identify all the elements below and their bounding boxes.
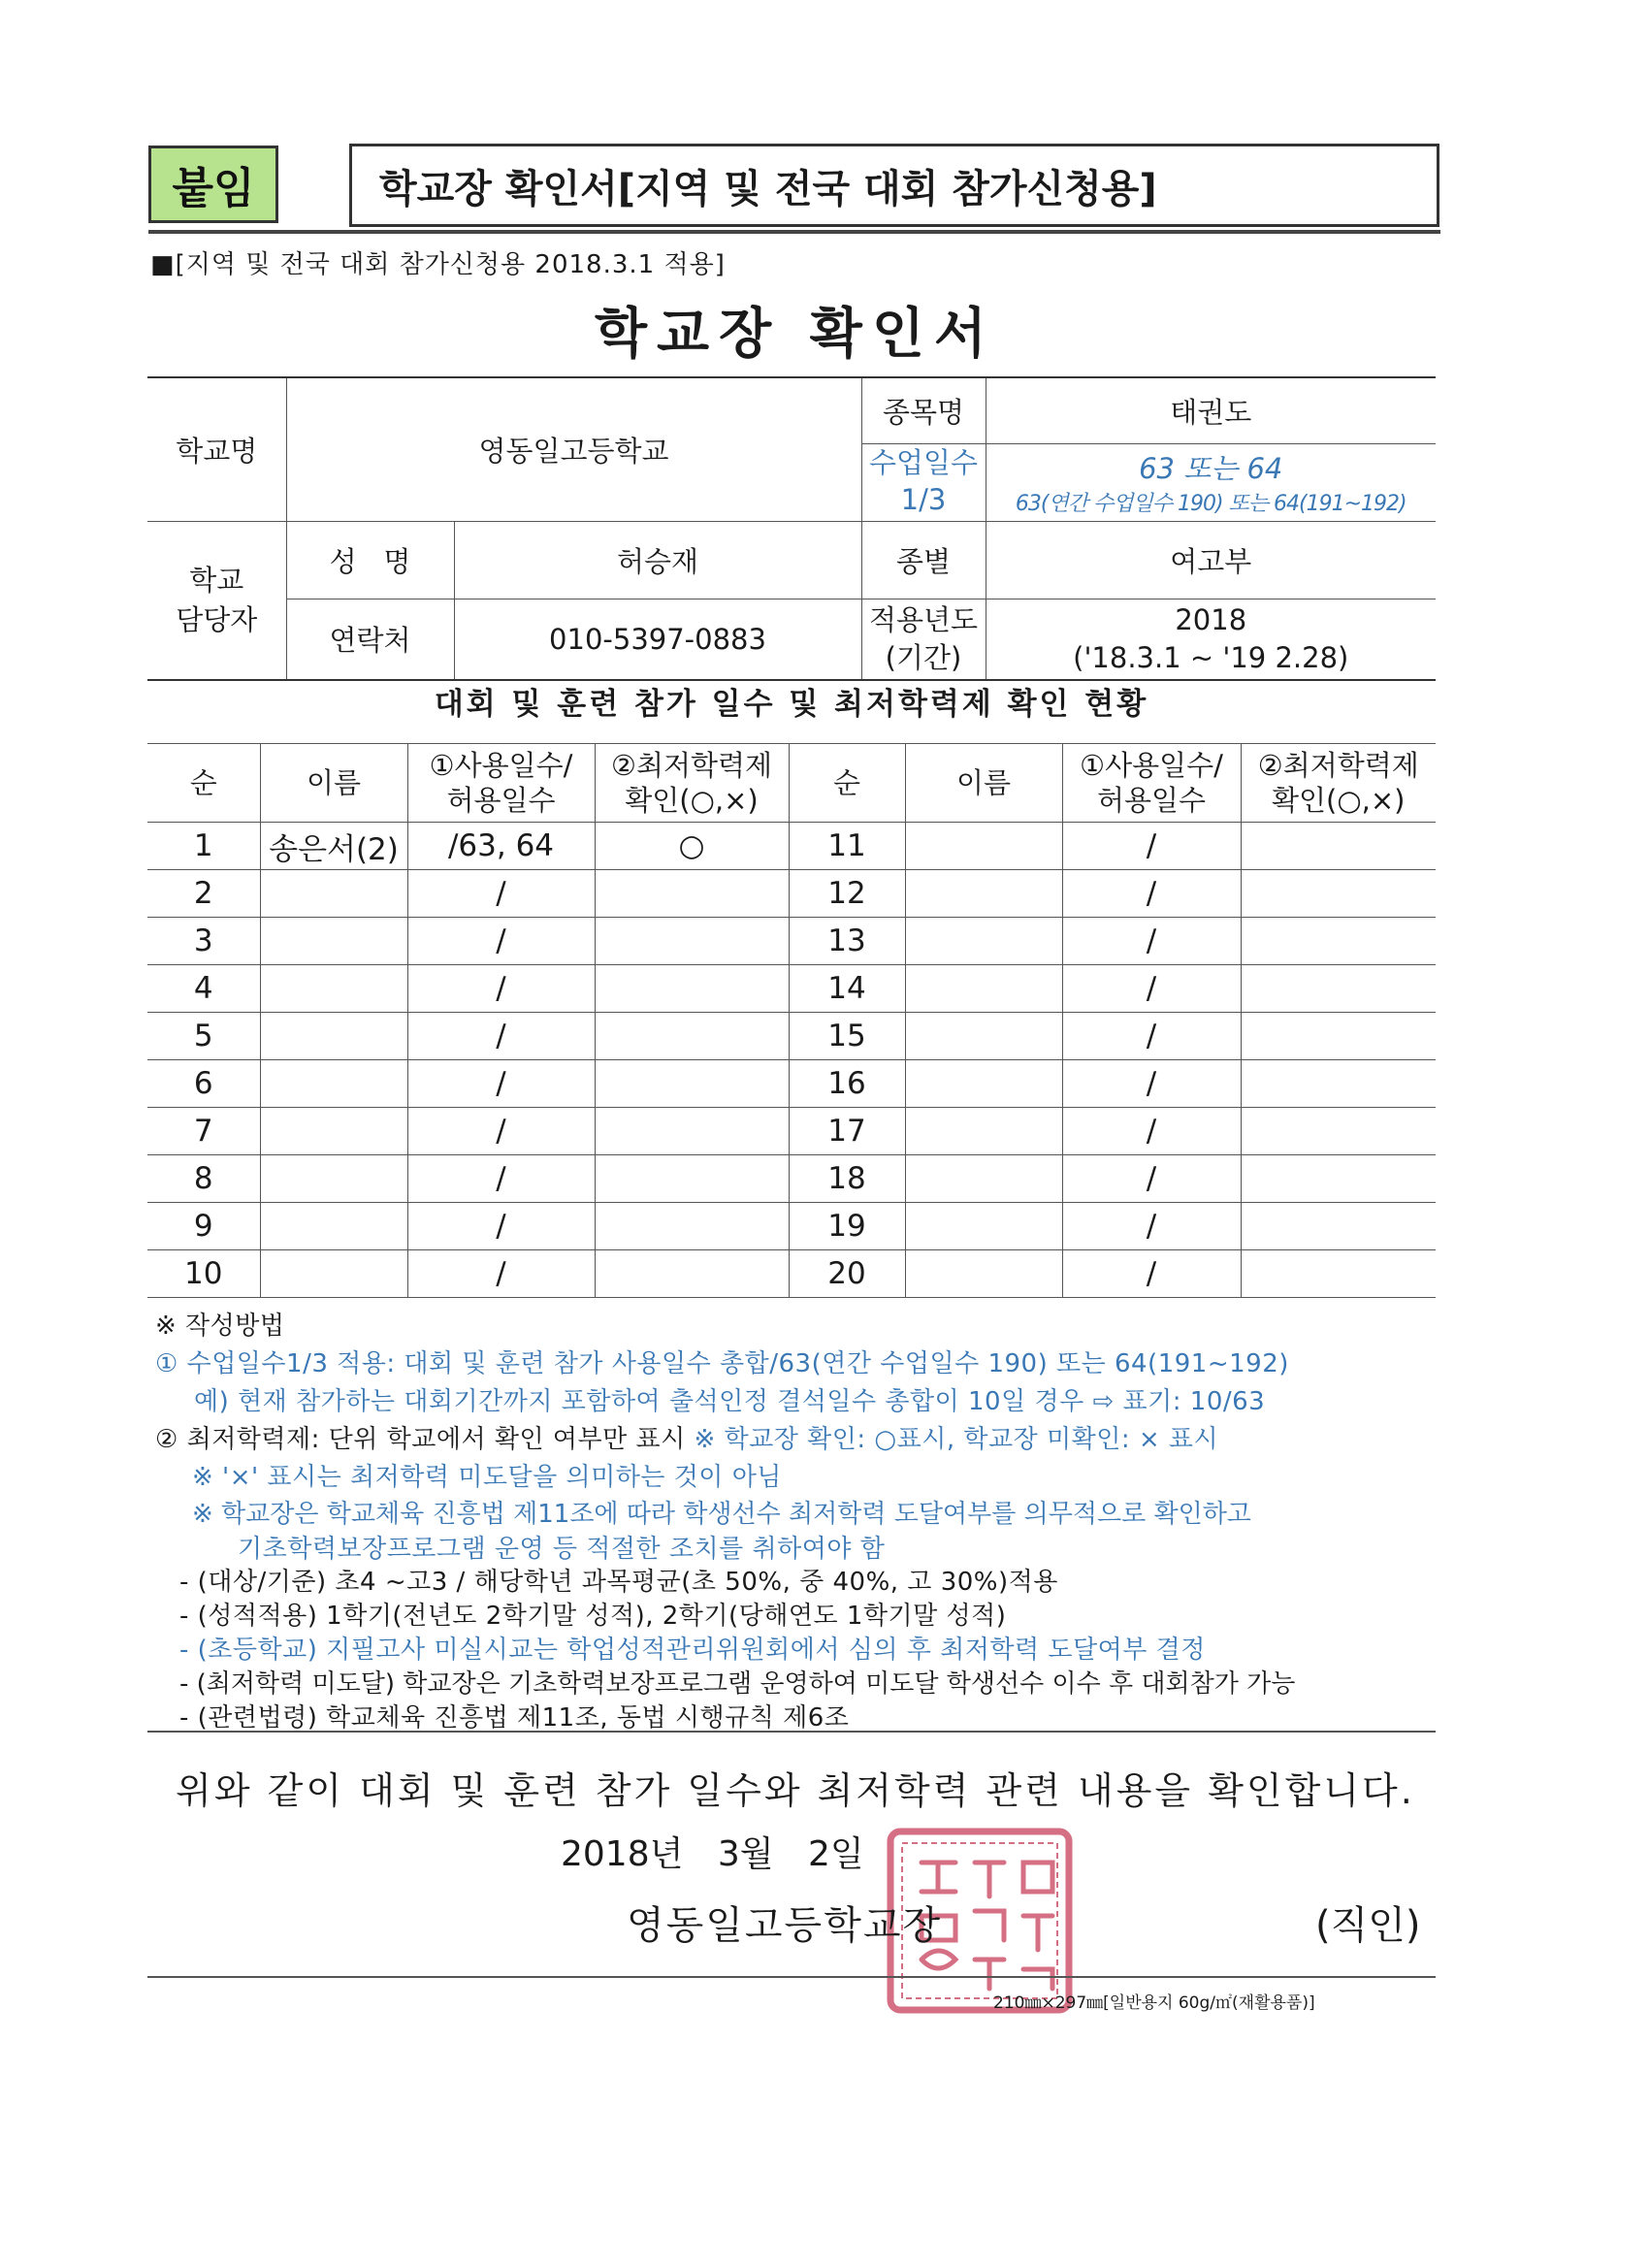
cell-no2: 19	[789, 1203, 905, 1250]
name-label: 성 명	[286, 521, 454, 599]
cell-name2	[905, 823, 1062, 870]
cell-no2: 15	[789, 1013, 905, 1060]
cell-check	[595, 870, 789, 918]
staff-label	[147, 521, 286, 680]
cell-name2	[905, 965, 1062, 1013]
header-days-line1: ①사용일수/	[429, 748, 573, 782]
sport-value: 태권도	[986, 377, 1436, 443]
cell-days2: /	[1062, 823, 1241, 870]
cell-no: 1	[147, 823, 260, 870]
note-2	[155, 1419, 1218, 1455]
issue-date: 2018년 3월 2일	[561, 1834, 864, 1874]
days-value-line2: 63(연간 수업일수 190) 또는 64(191~192)	[1015, 492, 1406, 516]
cell-name2	[905, 1155, 1062, 1203]
cell-days2: /	[1062, 965, 1241, 1013]
cell-name	[260, 918, 407, 965]
header-no-2: 순	[789, 744, 905, 823]
cell-check	[595, 1060, 789, 1108]
cell-no: 8	[147, 1155, 260, 1203]
cell-days: /	[407, 1250, 595, 1298]
info-table	[147, 376, 1436, 681]
cell-no2: 18	[789, 1155, 905, 1203]
name-value: 허승재	[454, 521, 861, 599]
cell-check	[595, 1155, 789, 1203]
cell-no2: 12	[789, 870, 905, 918]
document-header-title: 학교장 확인서[지역 및 전국 대회 참가신청용]	[349, 144, 1439, 227]
schedule-rows	[147, 823, 1436, 1298]
table-row	[147, 1203, 1436, 1250]
table-row	[147, 870, 1436, 918]
schedule-table	[147, 743, 1436, 1298]
apply-note: ■[지역 및 전국 대회 참가신청용 2018.3.1 적용]	[150, 250, 726, 279]
cell-days2: /	[1062, 870, 1241, 918]
cell-check	[595, 1108, 789, 1155]
cell-no2: 16	[789, 1060, 905, 1108]
cell-check	[595, 965, 789, 1013]
confirmation-statement: 위와 같이 대회 및 훈련 참가 일수와 최저학력 관련 내용을 확인합니다.	[176, 1769, 1415, 1812]
page-title: 학교장 확인서	[594, 303, 997, 366]
detail-3: - (초등학교) 지필고사 미실시교는 학업성적관리위원회에서 심의 후 최저학력 도달여부 결정	[179, 1636, 1206, 1665]
school-value: 영동일고등학교	[286, 377, 861, 521]
cell-check2	[1241, 823, 1436, 870]
staff-label-line1: 학교	[189, 564, 244, 598]
schedule-title: 대회 및 훈련 참가 일수 및 최저학력제 확인 현황	[434, 687, 1149, 722]
footer-divider	[147, 1976, 1436, 1978]
header-check	[595, 744, 789, 823]
cell-check2	[1241, 870, 1436, 918]
year-label	[861, 599, 986, 680]
school-label: 학교명	[147, 377, 286, 521]
cell-check	[595, 918, 789, 965]
cell-days2: /	[1062, 918, 1241, 965]
header-check-2	[1241, 744, 1436, 823]
note-4-cont: 기초학력보장프로그램 운영 등 적절한 조치를 취하여야 함	[238, 1535, 886, 1564]
cell-no: 7	[147, 1108, 260, 1155]
days-label	[861, 443, 986, 521]
contact-label: 연락처	[286, 599, 454, 680]
table-row	[147, 1155, 1436, 1203]
year-value	[986, 599, 1436, 680]
table-row	[147, 1060, 1436, 1108]
cell-name	[260, 1155, 407, 1203]
cell-days: /	[407, 1155, 595, 1203]
cell-name	[260, 1250, 407, 1298]
year-label-line1: 적용년도	[868, 602, 979, 636]
days-value-line1: 63 또는 64	[1139, 452, 1283, 485]
cell-days: /	[407, 965, 595, 1013]
header-name-2: 이름	[905, 744, 1062, 823]
header-days-line2: 허용일수	[446, 784, 556, 817]
cell-check: ○	[595, 823, 789, 870]
cell-days2: /	[1062, 1108, 1241, 1155]
cell-name	[260, 965, 407, 1013]
cell-days2: /	[1062, 1203, 1241, 1250]
cell-no: 4	[147, 965, 260, 1013]
cell-name	[260, 1060, 407, 1108]
table-row	[147, 1013, 1436, 1060]
header-check-line2: 확인(○,×)	[625, 784, 759, 817]
note-4: ※ 학교장은 학교체육 진흥법 제11조에 따라 학생선수 최저학력 도달여부를 의무적으로 확인하고	[192, 1500, 1251, 1529]
header-days	[407, 744, 595, 823]
principal-name: 영동일고등학교장	[627, 1903, 943, 1948]
cell-days2: /	[1062, 1060, 1241, 1108]
cell-no2: 13	[789, 918, 905, 965]
cell-check2	[1241, 918, 1436, 965]
cell-days2: /	[1062, 1155, 1241, 1203]
cell-name2	[905, 1250, 1062, 1298]
year-value-line2: ('18.3.1 ~ '19 2.28)	[1073, 640, 1349, 674]
note-2-marks: ※ 학교장 확인: ○표시, 학교장 미확인: × 표시	[685, 1425, 1219, 1454]
attachment-tag: 붙임	[148, 146, 278, 223]
days-label-line2: 1/3	[900, 483, 947, 516]
cell-check	[595, 1013, 789, 1060]
cell-check2	[1241, 1250, 1436, 1298]
cell-no2: 20	[789, 1250, 905, 1298]
notes-divider	[147, 1731, 1436, 1733]
cell-check	[595, 1250, 789, 1298]
table-row	[147, 918, 1436, 965]
table-row	[147, 1250, 1436, 1298]
cell-no: 2	[147, 870, 260, 918]
detail-4: - (최저학력 미도달) 학교장은 기초학력보장프로그램 운영하여 미도달 학생선수 이수 후 대회참가 가능	[179, 1669, 1296, 1699]
detail-1: - (대상/기준) 초4 ~고3 / 해당학년 과목평균(초 50%, 중 40%, 고 30%)적용	[179, 1568, 1058, 1597]
cell-check2	[1241, 965, 1436, 1013]
cell-check2	[1241, 1155, 1436, 1203]
cell-days: /	[407, 1013, 595, 1060]
header-divider	[148, 230, 1440, 234]
cell-check2	[1241, 1108, 1436, 1155]
note-3: ※ '×' 표시는 최저학력 미도달을 의미하는 것이 아님	[192, 1463, 782, 1492]
schedule-header-row	[147, 744, 1436, 823]
cell-name2	[905, 870, 1062, 918]
notes-heading: ※ 작성방법	[155, 1312, 285, 1341]
year-label-line2: (기간)	[885, 640, 962, 674]
header-name: 이름	[260, 744, 407, 823]
note-1-example: 예) 현재 참가하는 대회기간까지 포함하여 출석인정 결석일수 총합이 10일 경우 ⇨ 표기: 10/63	[194, 1387, 1266, 1416]
contact-value: 010-5397-0883	[454, 599, 861, 680]
header-days2-line2: 허용일수	[1096, 784, 1207, 817]
table-row	[147, 965, 1436, 1013]
cell-name	[260, 1108, 407, 1155]
cell-no: 10	[147, 1250, 260, 1298]
cell-days: /	[407, 1203, 595, 1250]
cell-name	[260, 1203, 407, 1250]
days-value	[986, 443, 1436, 521]
cell-name2	[905, 1108, 1062, 1155]
paper-spec: 210㎜×297㎜[일반용지 60g/㎡(재활용품)]	[993, 1993, 1315, 2013]
header-days-2	[1062, 744, 1241, 823]
cell-no2: 17	[789, 1108, 905, 1155]
cell-check2	[1241, 1060, 1436, 1108]
cell-name2	[905, 1203, 1062, 1250]
cell-name	[260, 1013, 407, 1060]
cell-days: /63, 64	[407, 823, 595, 870]
seal-label: (직인)	[1315, 1903, 1421, 1948]
cell-no: 3	[147, 918, 260, 965]
cell-no: 6	[147, 1060, 260, 1108]
cell-days2: /	[1062, 1250, 1241, 1298]
header-days2-line1: ①사용일수/	[1080, 748, 1223, 782]
category-value: 여고부	[986, 521, 1436, 599]
detail-2: - (성적적용) 1학기(전년도 2학기말 성적), 2학기(당해연도 1학기말 성적)	[179, 1602, 1007, 1631]
category-label: 종별	[861, 521, 986, 599]
cell-no2: 14	[789, 965, 905, 1013]
cell-name2	[905, 918, 1062, 965]
cell-days: /	[407, 918, 595, 965]
cell-days: /	[407, 1060, 595, 1108]
table-row	[147, 823, 1436, 870]
note-1: ① 수업일수1/3 적용: 대회 및 훈련 참가 사용일수 총합/63(연간 수업일수 190) 또는 64(191~192)	[155, 1349, 1289, 1378]
header-check-line1: ②최저학력제	[610, 748, 773, 782]
cell-check2	[1241, 1013, 1436, 1060]
sport-label: 종목명	[861, 377, 986, 443]
cell-check	[595, 1203, 789, 1250]
header-check2-line1: ②최저학력제	[1257, 748, 1419, 782]
cell-days2: /	[1062, 1013, 1241, 1060]
cell-days: /	[407, 1108, 595, 1155]
staff-label-line2: 담당자	[176, 602, 258, 636]
cell-days: /	[407, 870, 595, 918]
cell-check2	[1241, 1203, 1436, 1250]
cell-no: 5	[147, 1013, 260, 1060]
days-label-line1: 수업일수	[868, 446, 979, 480]
note-2-main: ② 최저학력제: 단위 학교에서 확인 여부만 표시	[155, 1425, 686, 1454]
cell-no: 9	[147, 1203, 260, 1250]
header-check2-line2: 확인(○,×)	[1272, 784, 1406, 817]
cell-name2	[905, 1060, 1062, 1108]
cell-name	[260, 870, 407, 918]
cell-name: 송은서(2)	[260, 823, 407, 870]
cell-no2: 11	[789, 823, 905, 870]
detail-5: - (관련법령) 학교체육 진흥법 제11조, 동법 시행규칙 제6조	[179, 1703, 850, 1733]
cell-name2	[905, 1013, 1062, 1060]
year-value-line1: 2018	[1175, 602, 1247, 636]
header-no: 순	[147, 744, 260, 823]
table-row	[147, 1108, 1436, 1155]
